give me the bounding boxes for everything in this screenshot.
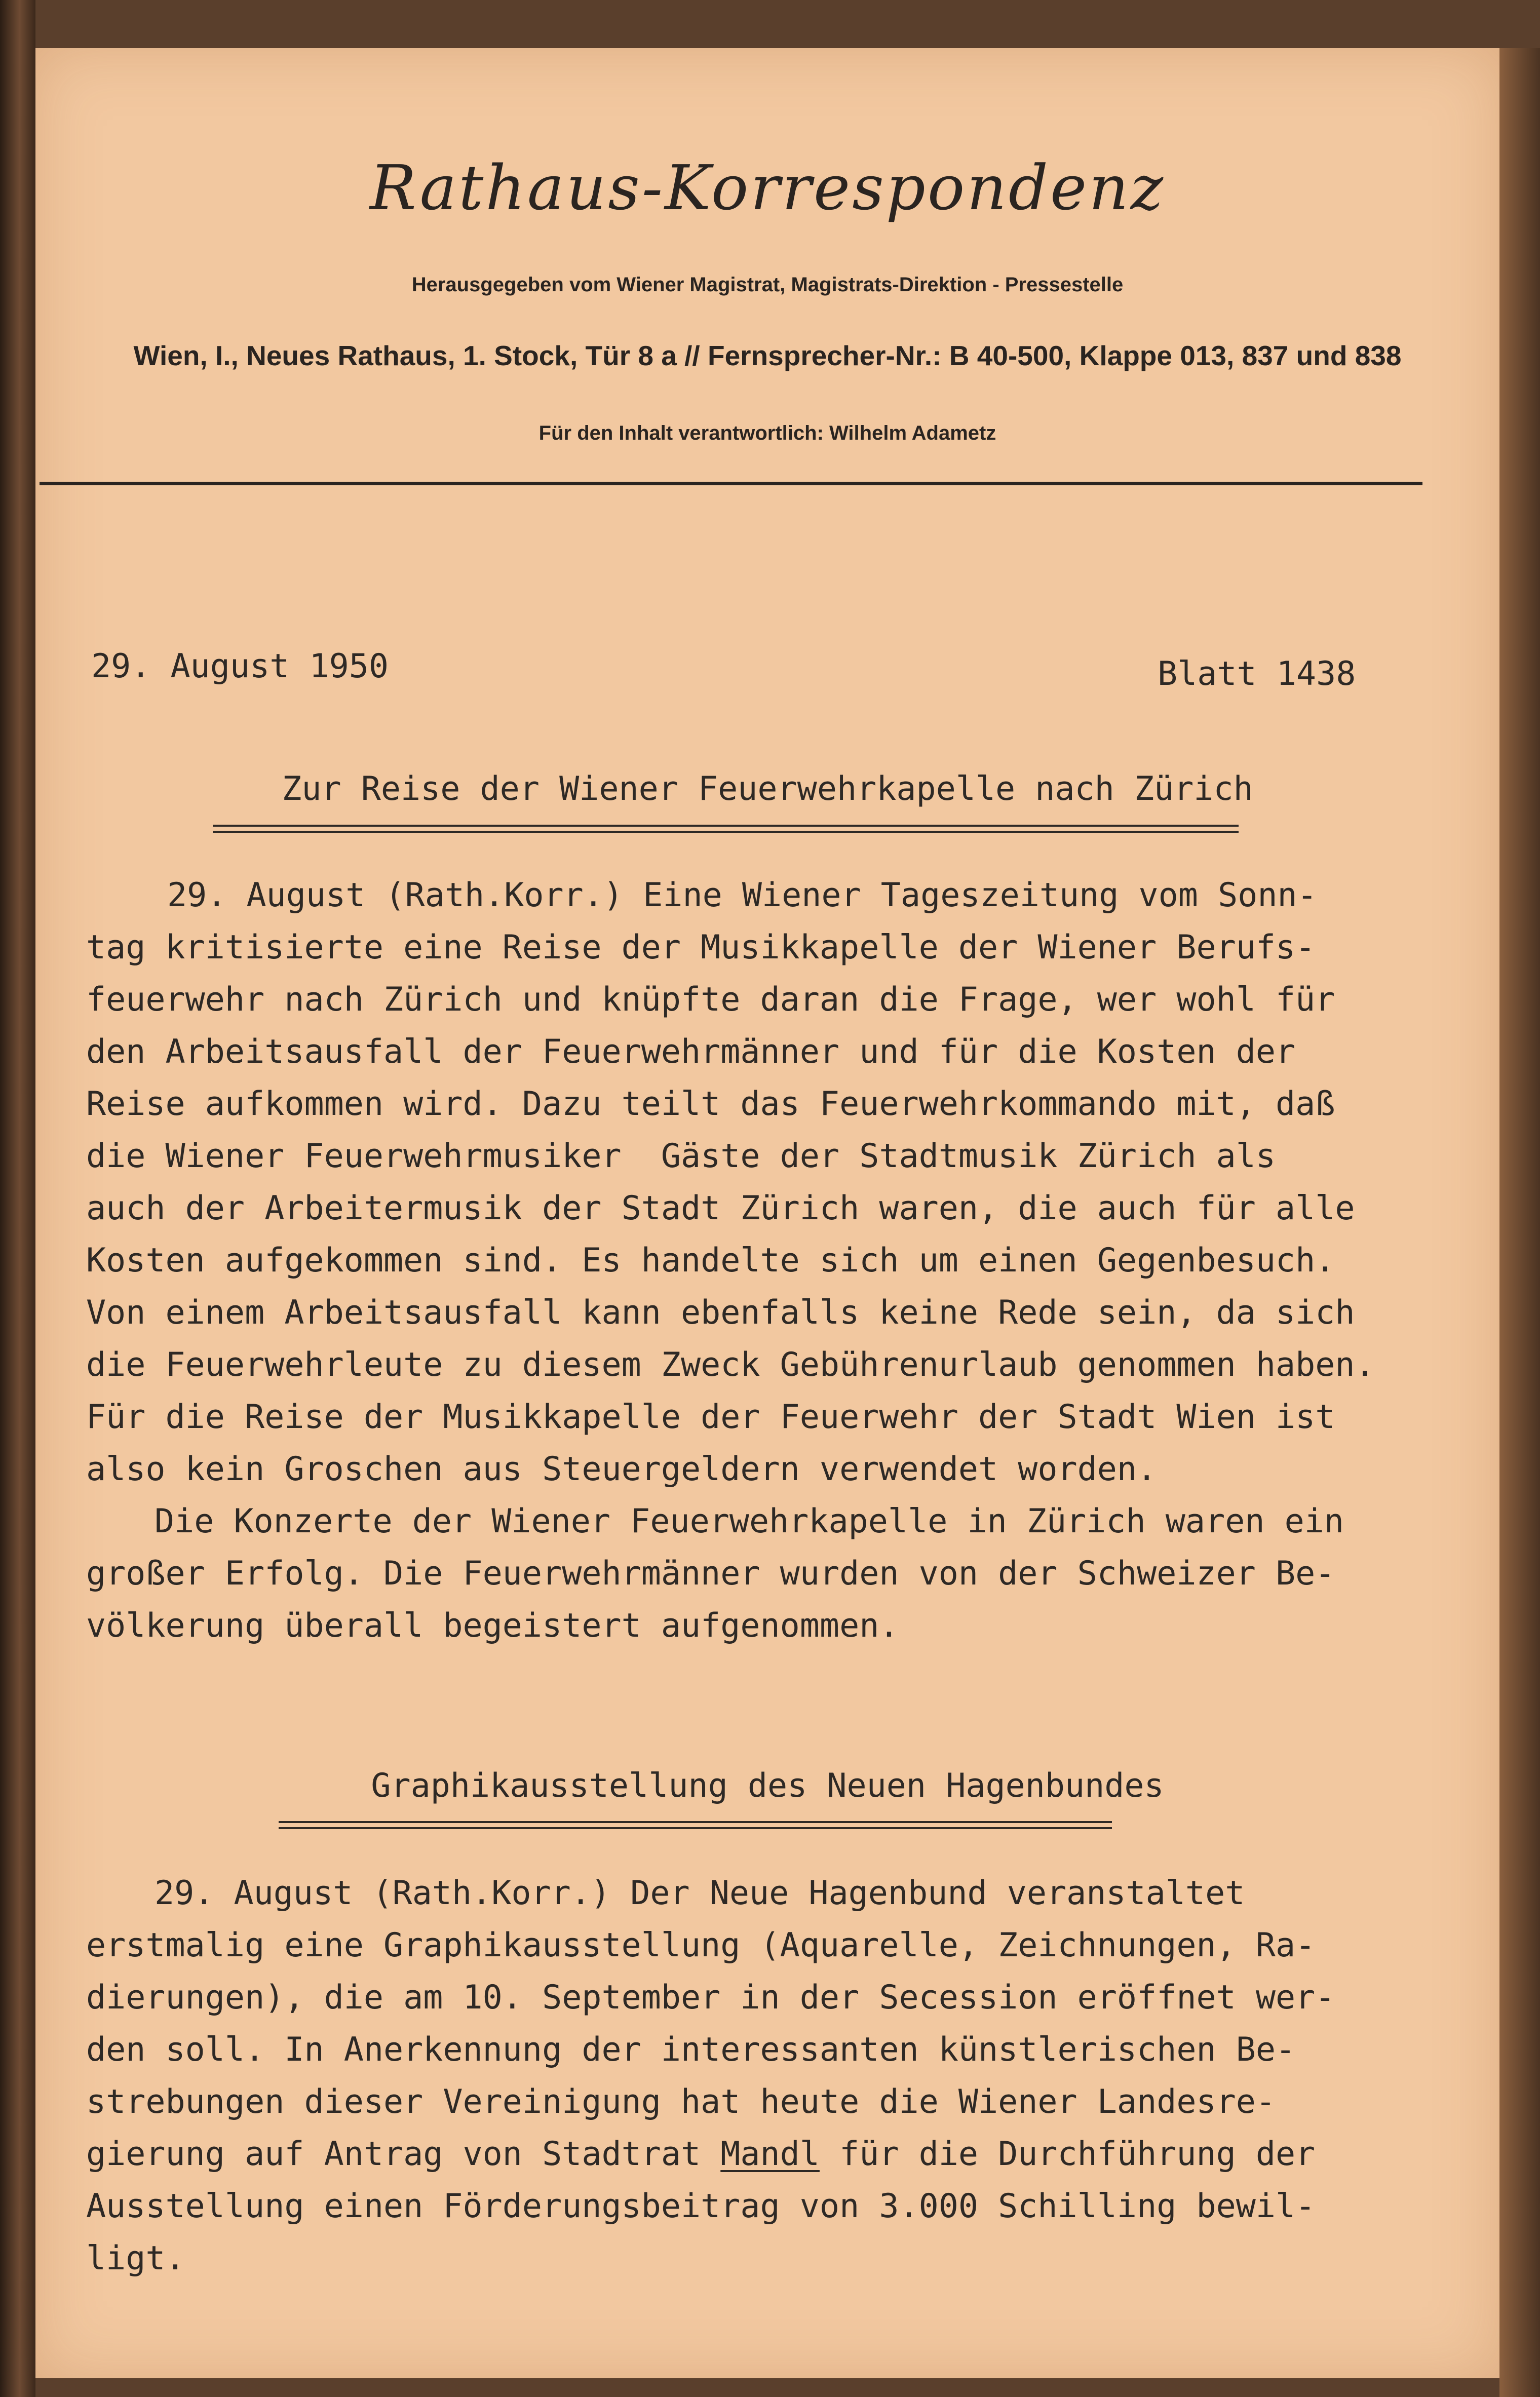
masthead-publisher: Herausgegeben vom Wiener Magistrat, Magistrats-Direktion - Pressestelle [411,274,1124,296]
article-1-line: feuerwehr nach Zürich und knüpfte daran die Frage, wer wohl für [86,981,1335,1019]
article-1-line: die Wiener Feuerwehrmusiker Gäste der Stadtmusik Zürich als [86,1137,1276,1175]
article-2-line: erstmalig eine Graphikausstellung (Aquarelle, Zeichnungen, Ra- [86,1926,1316,1964]
document-page [35,48,1499,2378]
article-2-line: ligt. [86,2239,185,2277]
article-1-line: Reise aufkommen wird. Dazu teilt das Feuerwehrkommando mit, daß [86,1085,1335,1123]
article-2-heading-rule [279,1821,1112,1829]
article-2-line: strebungen dieser Vereinigung hat heute die Wiener Landesre- [86,2083,1276,2121]
masthead-address: Wien, I., Neues Rathaus, 1. Stock, Tür 8 a // Fernsprecher-Nr.: B 40-500, Klappe 013, 837 und 838 [133,340,1402,371]
article-1-line: den Arbeitsausfall der Feuerwehrmänner und für die Kosten der [86,1033,1296,1071]
article-1-line: großer Erfolg. Die Feuerwehrmänner wurden von der Schweizer Be- [86,1555,1335,1593]
article-2-line [86,2135,1316,2173]
article-1-line: die Feuerwehrleute zu diesem Zweck Gebührenurlaub genommen haben. [86,1346,1375,1384]
header-divider [40,482,1422,485]
article-2-line-start: gierung auf Antrag von Stadtrat [86,2135,721,2173]
article-1-line: völkerung überall begeistert aufgenommen. [86,1607,899,1645]
article-1-line: Die Konzerte der Wiener Feuerwehrkapelle in Zürich waren ein [155,1502,1344,1540]
article-1-line: Von einem Arbeitsausfall kann ebenfalls keine Rede sein, da sich [86,1294,1355,1332]
councillor-name: Mandl [720,2135,820,2173]
masthead-title: Rathaus-Korrespondenz [369,152,1166,224]
article-1-line: 29. August (Rath.Korr.) Eine Wiener Tageszeitung vom Sonn- [167,876,1317,914]
article-2-line: den soll. In Anerkennung der interessanten künstlerischen Be- [86,2031,1296,2069]
article-1-heading-rule [213,825,1239,833]
page-edge [1499,48,1540,2397]
book-binding [0,0,35,2397]
article-1-line: Für die Reise der Musikkapelle der Feuerwehr der Stadt Wien ist [86,1398,1335,1436]
article-1-line: also kein Groschen aus Steuergeldern verwendet worden. [86,1450,1157,1488]
article-2-line-end: für die Durchführung der [819,2135,1316,2173]
issue-date: 29. August 1950 [91,647,389,685]
article-2-heading: Graphikausstellung des Neuen Hagenbundes [371,1767,1164,1805]
article-2-line: dierungen), die am 10. September in der Secession eröffnet wer- [86,1979,1335,2017]
article-2-line: 29. August (Rath.Korr.) Der Neue Hagenbund veranstaltet [155,1874,1245,1912]
article-1-line: Kosten aufgekommen sind. Es handelte sich um einen Gegenbesuch. [86,1242,1335,1280]
article-2-line: Ausstellung einen Förderungsbeitrag von 3.000 Schilling bewil- [86,2187,1316,2225]
masthead-responsible: Für den Inhalt verantwortlich: Wilhelm Adametz [538,422,996,444]
article-1-line: auch der Arbeitermusik der Stadt Zürich waren, die auch für alle [86,1189,1355,1227]
article-1-line: tag kritisierte eine Reise der Musikkapelle der Wiener Berufs- [86,929,1316,966]
sheet-number: Blatt 1438 [1158,655,1356,693]
article-1-heading: Zur Reise der Wiener Feuerwehrkapelle nach Zürich [282,770,1253,808]
